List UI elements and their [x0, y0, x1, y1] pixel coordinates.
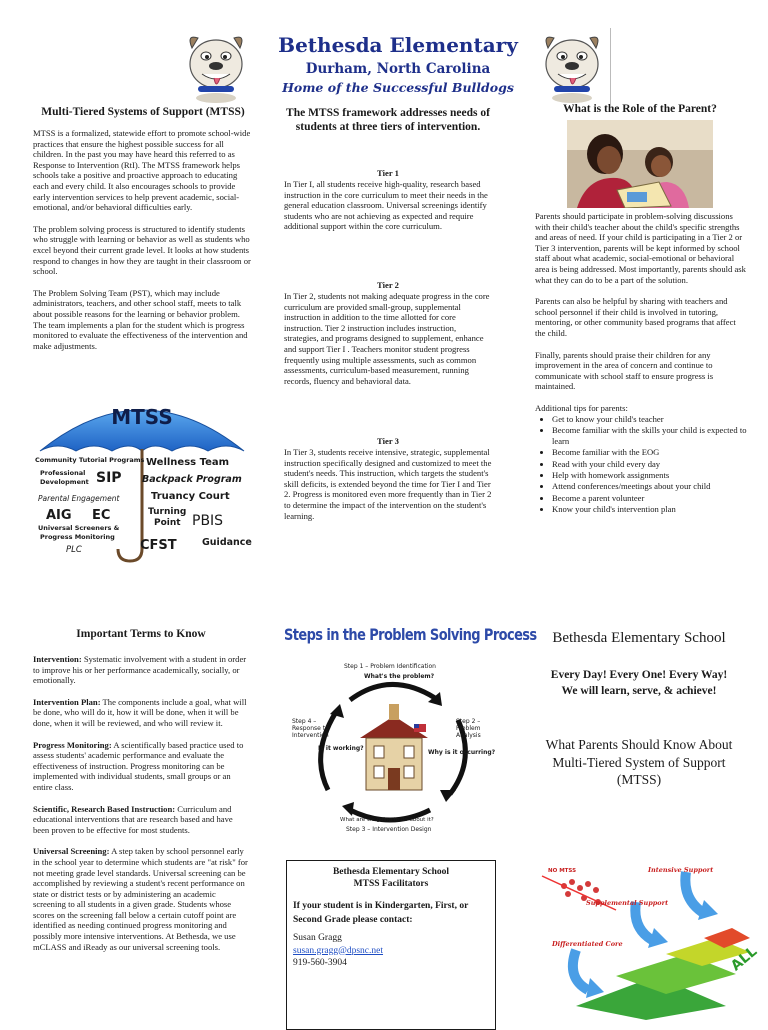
- umbrella-label: Truancy Court: [151, 491, 230, 502]
- umbrella-label: SIP: [96, 470, 122, 486]
- parent-tips-list: [535, 414, 747, 516]
- mtss-umbrella-graphic: [30, 389, 254, 565]
- umbrella-label: EC: [92, 508, 111, 523]
- term-definition: The components include a goal, what will be done, who will do it, how it will be done, when it will be done, when it will be reviewed, and who will review it.: [33, 696, 247, 728]
- intensive-support-label: Intensive Support: [648, 866, 714, 874]
- term-definition: A scientifically based practice used to assess students' academic performance and evaluate the effectiveness of instruction. Progress monitoring can be implemented with individual students, small groups or an entire class.: [33, 739, 244, 792]
- term-definition: A step taken by school personnel early in the school year to determine which students are "at risk" for not meeting grade level standards. Universal screening can be accomplished by reviewing a student's recent performance on state or district tests or by administering an academic screening to all students in a given grade. Students whose scores on the screening fall below a certain cutoff point are identified as needing continued progress monitoring and possibly more intensive interventions. At Bethesda, we use mCLASS and iReady as our universal screening tools.: [33, 846, 248, 952]
- tiers-title: The MTSS framework addresses needs of students at three tiers of intervention.: [286, 107, 490, 133]
- step-2-question: Why is it occurring?: [428, 749, 496, 756]
- umbrella-label: Guidance: [202, 537, 252, 548]
- step-4-label: [292, 718, 329, 739]
- umbrella-title: MTSS: [111, 405, 173, 429]
- cover-subtitle: What Parents Should Know About Multi-Tiered System of Support (MTSS): [545, 737, 733, 787]
- parent-tip: • Become familiar with the EOG: [552, 447, 747, 458]
- facilitator-name: Susan Gragg: [293, 933, 342, 943]
- parent-role-paragraph-1: Parents should participate in problem-solving discussions with their child's teacher about the child's specific strengths and areas of need. If your child is participating in a Tier 2 or Tier 3 intervention, parents will be kept informed by school staff about what academic, social-emotional or behavioral area is being addressed. Most importantly, parents should ask what they can do to be a part of the solution.: [535, 211, 746, 285]
- tiered-support-graphic: [536, 858, 761, 1020]
- term-progress-monitoring: [33, 740, 249, 793]
- bulldog-mascot-right-icon: [536, 28, 608, 104]
- umbrella-label: Parental Engagement: [38, 494, 120, 503]
- step-2-label: [456, 718, 481, 739]
- cover-motto-line-2: We will learn, serve, & achieve!: [561, 685, 717, 697]
- term-label: Intervention Plan:: [33, 696, 101, 707]
- term-definition: Systematic involvement with a student in order to improve his or her performance academically, socially, or emotionally.: [33, 654, 247, 686]
- tier-3-text: In Tier 3, students receive intensive, strategic, supplemental instruction specifically designed and customized to meet the student's needs. This instruction, which targets the student's skill deficits, is extended beyond the time for Tier I and Tier 2. Progress is monitored even more frequently than in Tier 2 to determine the impact of the intervention on the student's learning.: [284, 447, 492, 521]
- terms-title: Important Terms to Know: [76, 628, 206, 640]
- school-city: Durham, North Carolina: [305, 61, 491, 77]
- tier-2-heading: Tier 2: [377, 280, 399, 290]
- tier-3-heading: Tier 3: [377, 436, 399, 446]
- parent-tip: • Attend conferences/meetings about your child: [552, 481, 747, 492]
- step-4-label-line: Step 4 –: [292, 718, 317, 725]
- step-2-label-line: Problem: [456, 725, 481, 732]
- step-3-question: What are we going to do about it?: [340, 817, 434, 823]
- step-1-question: What's the problem?: [364, 673, 435, 680]
- umbrella-label: PBIS: [192, 513, 224, 529]
- umbrella-label: Wellness Team: [146, 457, 230, 468]
- parent-role-paragraph-3: Finally, parents should praise their children for any improvement in the area of concern and continue to communicate with school staff to ensure progress is maintained.: [535, 349, 714, 392]
- mtss-intro-paragraph-2: The problem solving process is structured to identify students who struggle with learning or behavior as well as students who excel beyond their current grade level. It looks at how students respond to changes in how they are taught in their classroom or school.: [33, 223, 251, 277]
- facilitators-intro: If your student is in Kindergarten, First, or Second Grade please contact:: [293, 901, 469, 925]
- facilitators-school: Bethesda Elementary School: [332, 867, 450, 877]
- parent-reading-photo: [567, 120, 713, 208]
- parent-tip: • Become familiar with the skills your child is expected to learn: [552, 425, 747, 448]
- term-label: Scientific, Research Based Instruction:: [33, 803, 176, 814]
- school-name: Bethesda Elementary: [278, 33, 518, 57]
- terms-column: [33, 628, 249, 952]
- parent-tip: • Know your child's intervention plan: [552, 504, 747, 515]
- umbrella-label: AIG: [46, 508, 72, 523]
- cover-motto-line-1: Every Day! Every One! Every Way!: [550, 669, 728, 681]
- tiers-column: [284, 106, 492, 134]
- term-label: Progress Monitoring:: [33, 739, 112, 750]
- umbrella-label: Progress Monitoring: [40, 533, 115, 541]
- all-label: ALL: [728, 943, 761, 975]
- parent-tip: • Become a parent volunteer: [552, 493, 747, 504]
- cover-school-name: Bethesda Elementary School: [552, 630, 726, 646]
- parent-tips-intro: Additional tips for parents:: [535, 402, 628, 413]
- problem-solving-steps-title: Steps in the Problem Solving Process: [284, 626, 537, 645]
- facilitators-heading: MTSS Facilitators: [353, 879, 429, 889]
- step-1-label: Step 1 – Problem Identification: [344, 663, 436, 670]
- tier-1-heading: Tier 1: [377, 168, 399, 178]
- step-4-label-line: Intervention: [292, 732, 329, 739]
- mtss-intro-title: Multi-Tiered Systems of Support (MTSS): [41, 106, 245, 118]
- umbrella-label: CFST: [140, 538, 177, 553]
- tier-1-text: In Tier I, all students receive high-quality, research based instruction in the core curriculum to meet their needs in the general education classroom. Universal screenings identify students who are not achieving as expected and require additional support within the core curriculum.: [284, 179, 488, 232]
- differentiated-core-label: Differentiated Core: [552, 940, 623, 948]
- mtss-intro-column: [33, 106, 253, 351]
- term-label: Universal Screening:: [33, 846, 110, 857]
- step-4-question: Is it working?: [318, 745, 364, 752]
- bulldog-mascot-left-icon: [180, 28, 252, 104]
- step-3-label: Step 3 – Intervention Design: [346, 826, 432, 833]
- step-2-label-line: Step 2 –: [456, 718, 481, 725]
- parent-tip: • Read with your child every day: [552, 459, 747, 470]
- umbrella-label: Community Tutorial Programs: [35, 456, 145, 464]
- term-label: Intervention:: [33, 654, 82, 664]
- term-universal-screening: [33, 846, 249, 952]
- umbrella-label: Professional: [40, 469, 86, 477]
- term-definition: Curriculum and educational interventions that are research based and have been proven to be effective for most students.: [33, 803, 233, 835]
- term-intervention: [33, 654, 249, 686]
- parent-role-body: [535, 211, 747, 515]
- facilitator-email-link[interactable]: susan.gragg@dpsnc.net: [293, 945, 384, 956]
- parent-role-paragraph-2: Parents can also be helpful by sharing with teachers and school personnel if their child is involved in tutoring, mentoring, or other community based programs that affect the child.: [535, 296, 736, 338]
- parent-role-title: What is the Role of the Parent?: [563, 103, 717, 115]
- mtss-facilitators-box: [286, 860, 496, 1030]
- school-tagline: Home of the Successful Bulldogs: [282, 80, 514, 95]
- umbrella-label: Point: [154, 518, 181, 528]
- umbrella-label: Turning: [148, 507, 187, 517]
- umbrella-label: Backpack Program: [142, 474, 242, 485]
- umbrella-label: Universal Screeners &: [38, 524, 120, 532]
- no-mtss-label: NO MTSS: [548, 868, 577, 874]
- mtss-intro-paragraph-1: MTSS is a formalized, statewide effort to promote school-wide practices that ensure the highest possible success for all children. In the past you may have heard this referred to as Response to Intervention (RtI). The MTSS framework helps schools take a positive and proactive approach to educating each and every child. It also encourages schools to provide early intervention services to help prevent academic, social-emotional, and/or behavioral difficulties early.: [33, 128, 251, 213]
- supplemental-support-label: Supplemental Support: [586, 899, 669, 907]
- parent-tip: • Get to know your child's teacher: [552, 414, 747, 425]
- umbrella-label: Development: [40, 478, 89, 486]
- mtss-intro-paragraph-3: The Problem Solving Team (PST), which may include administrators, teachers, and other school staff, meets to talk about possible reasons for the learning or behavior problem. The team implements a plan for the student which is progress monitored to evaluate the effectiveness of the intervention and make adjustments.: [33, 287, 248, 351]
- step-4-label-line: Response to: [292, 725, 329, 732]
- term-research-based-instruction: [33, 804, 249, 836]
- facilitator-phone: 919-560-3904: [293, 958, 347, 968]
- term-intervention-plan: [33, 697, 249, 729]
- umbrella-label: PLC: [66, 545, 82, 555]
- tier-2-text: In Tier 2, students not making adequate progress in the core curriculum are provided small-group, supplemental instruction in addition to the time allotted for core instruction. Tier 2 instruction includes instruction, strategies, and programs designed to supplement, enhance and support Tier I . Teachers monitor student progress frequently using multiple assessments, such as common assessments, curriculum-based measurement, running records, fluency and behavioral data.: [284, 291, 490, 386]
- step-2-label-line: Analysis: [456, 732, 481, 739]
- parent-tip: • Help with homework assignments: [552, 470, 747, 481]
